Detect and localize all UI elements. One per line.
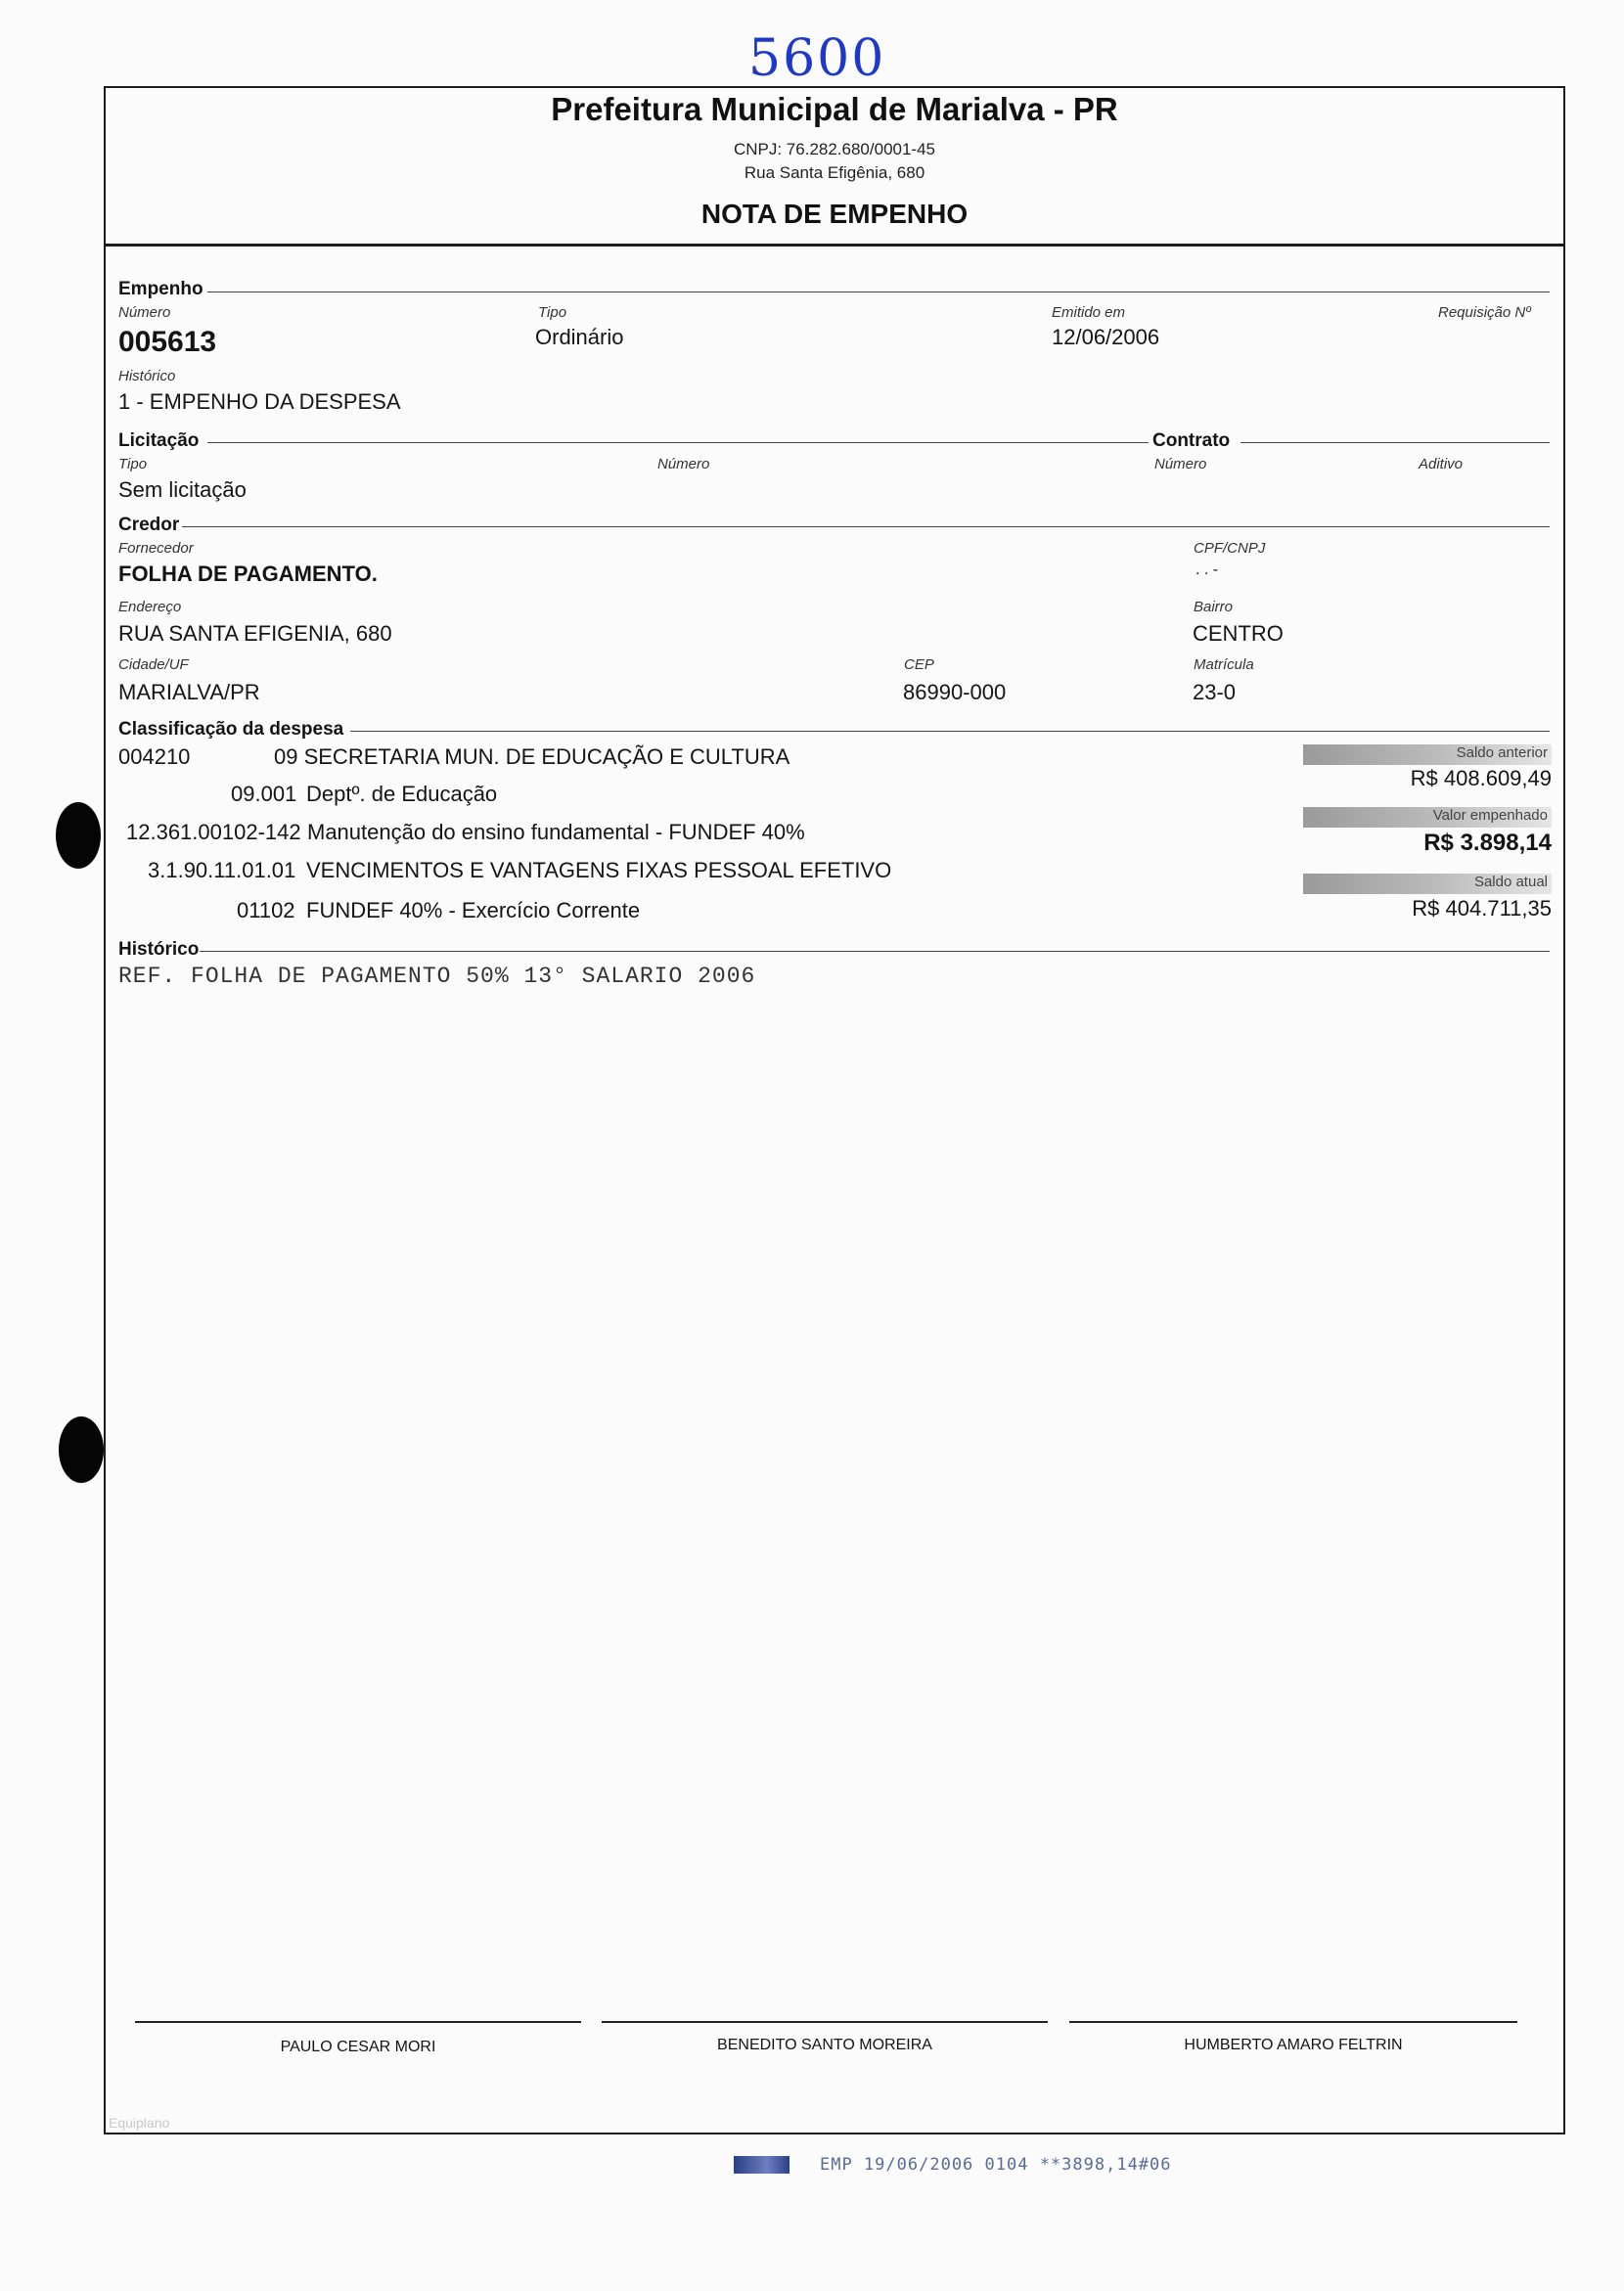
bairro-label: Bairro (1194, 599, 1234, 615)
endereco-label: Endereço (118, 599, 182, 615)
empenho-historico: 1 - EMPENHO DA DESPESA (118, 389, 401, 414)
historico-text: REF. FOLHA DE PAGAMENTO 50% 13° SALARIO 2006 (118, 964, 756, 989)
section-licitacao: Licitação (118, 430, 200, 451)
section-line (350, 731, 1550, 732)
page-title: Prefeitura Municipal de Marialva - PR (551, 91, 1118, 127)
cep-value: 86990-000 (903, 680, 1007, 704)
endereco-value: RUA SANTA EFIGENIA, 680 (118, 621, 392, 646)
historico-label: Histórico (118, 368, 176, 384)
saldo-atual-value: R$ 404.711,35 (1412, 896, 1552, 921)
fornecedor-label: Fornecedor (118, 540, 194, 557)
signature-line (1069, 2021, 1517, 2023)
signature-line (602, 2021, 1048, 2023)
section-contrato: Contrato (1152, 430, 1231, 451)
header-divider (104, 244, 1565, 247)
classificacao-text: 09 SECRETARIA MUN. DE EDUCAÇÃO E CULTURA (274, 744, 790, 769)
section-line (182, 526, 1550, 527)
section-credor: Credor (118, 515, 180, 535)
section-empenho: Empenho (118, 279, 203, 299)
cep-label: CEP (904, 656, 934, 673)
classificacao-code: 09.001 (231, 782, 297, 806)
section-line (1241, 442, 1550, 443)
contrato-numero-label: Número (1154, 456, 1207, 472)
classificacao-code: 3.1.90.11.01.01 (148, 858, 296, 882)
licitacao-tipo: Sem licitação (118, 477, 247, 502)
licitacao-tipo-label: Tipo (118, 456, 148, 472)
cnpj-text: CNPJ: 76.282.680/0001-45 (733, 140, 936, 158)
matricula-value: 23-0 (1193, 680, 1237, 704)
section-line (200, 951, 1550, 952)
cidade-value: MARIALVA/PR (118, 680, 260, 704)
tipo-label: Tipo (538, 304, 567, 321)
classificacao-text: Manutenção do ensino fundamental - FUNDEF 40% (307, 820, 805, 844)
section-classificacao: Classificação da despesa (118, 719, 344, 740)
requisicao-label: Requisição Nº (1438, 304, 1531, 321)
section-line (207, 442, 1149, 443)
emitido-label: Emitido em (1052, 304, 1126, 321)
fornecedor-value: FOLHA DE PAGAMENTO. (118, 562, 378, 586)
classificacao-text: VENCIMENTOS E VANTAGENS FIXAS PESSOAL EFETIVO (306, 858, 892, 882)
section-historico: Histórico (118, 939, 200, 960)
saldo-anterior-label: Saldo anterior (1303, 744, 1552, 765)
footer-note: Equiplano (109, 2115, 170, 2131)
signature-line (135, 2021, 581, 2023)
punch-hole-bottom (59, 1416, 104, 1483)
document-type: NOTA DE EMPENHO (700, 199, 969, 229)
empenho-tipo: Ordinário (535, 325, 624, 349)
saldo-atual-label: Saldo atual (1303, 874, 1552, 894)
classificacao-code: 004210 (118, 744, 191, 769)
empenho-numero: 005613 (118, 326, 217, 358)
signature-name: PAULO CESAR MORI (280, 2039, 436, 2055)
matricula-label: Matrícula (1194, 656, 1254, 673)
protocol-stamp: EMP 19/06/2006 0104 **3898,14#06 (820, 2155, 1172, 2175)
cpf-label: CPF/CNPJ (1194, 540, 1266, 557)
valor-empenhado-label: Valor empenhado (1303, 807, 1552, 828)
saldo-anterior-value: R$ 408.609,49 (1410, 766, 1552, 790)
valor-empenhado-value: R$ 3.898,14 (1423, 830, 1552, 856)
cpf-value: . . - (1195, 562, 1219, 578)
aditivo-label: Aditivo (1419, 456, 1464, 472)
licitacao-numero-label: Número (657, 456, 710, 472)
classificacao-text: FUNDEF 40% - Exercício Corrente (306, 898, 641, 922)
classificacao-code: 12.361.00102-142 (126, 820, 301, 844)
numero-label: Número (118, 304, 171, 321)
classificacao-code: 01102 (237, 898, 295, 922)
signature-name: HUMBERTO AMARO FELTRIN (1184, 2037, 1403, 2053)
signature-name: BENEDITO SANTO MOREIRA (717, 2037, 932, 2053)
classificacao-text: Deptº. de Educação (306, 782, 498, 806)
emitido-date: 12/06/2006 (1052, 325, 1160, 349)
address-text: Rua Santa Efigênia, 680 (744, 163, 925, 182)
cidade-label: Cidade/UF (118, 656, 189, 673)
punch-hole-top (56, 802, 101, 869)
stamp-logo-icon (734, 2156, 789, 2174)
bairro-value: CENTRO (1193, 621, 1284, 646)
handwritten-number: 5600 (748, 29, 886, 88)
